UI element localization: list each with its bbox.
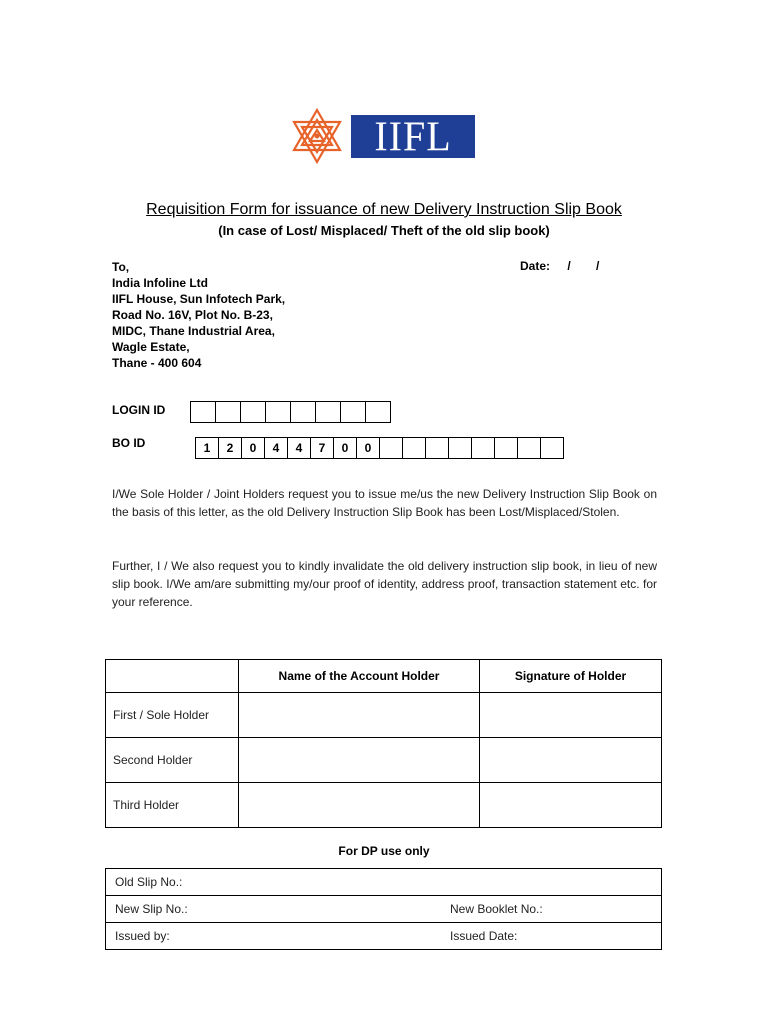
address-line: IIFL House, Sun Infotech Park, bbox=[112, 292, 286, 306]
holder-name-field[interactable] bbox=[239, 738, 480, 783]
address-line: Thane - 400 604 bbox=[112, 356, 202, 370]
bo-id-box[interactable]: 1 bbox=[195, 437, 219, 459]
date-separator: / bbox=[596, 259, 600, 273]
table-header-signature: Signature of Holder bbox=[480, 660, 662, 693]
login-id-box[interactable] bbox=[190, 401, 216, 423]
login-id-box[interactable] bbox=[240, 401, 266, 423]
holders-table bbox=[105, 659, 662, 828]
bo-id-box[interactable] bbox=[379, 437, 403, 459]
logo-text: IIFL bbox=[374, 112, 452, 160]
table-row bbox=[106, 923, 662, 950]
date-field[interactable] bbox=[520, 259, 599, 273]
bo-id-box[interactable] bbox=[471, 437, 495, 459]
address-block bbox=[112, 259, 285, 371]
address-line: MIDC, Thane Industrial Area, bbox=[112, 324, 275, 338]
bo-id-box[interactable]: 0 bbox=[333, 437, 357, 459]
bo-id-box[interactable]: 4 bbox=[264, 437, 288, 459]
form-title: Requisition Form for issuance of new Delivery Instruction Slip Book bbox=[146, 201, 622, 218]
login-id-box[interactable] bbox=[315, 401, 341, 423]
table-header-empty bbox=[106, 660, 239, 693]
bo-id-input[interactable] bbox=[195, 437, 564, 459]
dp-heading: For DP use only bbox=[338, 844, 430, 858]
holder-label: Third Holder bbox=[106, 783, 239, 828]
bo-id-box[interactable] bbox=[540, 437, 564, 459]
old-slip-field[interactable]: Old Slip No.: bbox=[106, 869, 662, 896]
bo-id-label: BO ID bbox=[112, 436, 146, 450]
table-row bbox=[106, 738, 662, 783]
iifl-logo bbox=[351, 112, 475, 160]
table-row bbox=[106, 783, 662, 828]
address-line: To, bbox=[112, 260, 130, 274]
dp-table bbox=[105, 868, 662, 950]
issued-by-field[interactable]: Issued by: bbox=[106, 923, 442, 950]
holder-label: First / Sole Holder bbox=[106, 693, 239, 738]
table-row bbox=[106, 896, 662, 923]
issued-date-field[interactable]: Issued Date: bbox=[441, 923, 662, 950]
table-header-row bbox=[106, 660, 662, 693]
bo-id-box[interactable]: 4 bbox=[287, 437, 311, 459]
holder-name-field[interactable] bbox=[239, 693, 480, 738]
login-id-box[interactable] bbox=[340, 401, 366, 423]
form-subtitle: (In case of Lost/ Misplaced/ Theft of the old slip book) bbox=[218, 223, 550, 238]
bo-id-box[interactable]: 7 bbox=[310, 437, 334, 459]
holder-signature-field[interactable] bbox=[480, 693, 662, 738]
bo-id-box[interactable]: 2 bbox=[218, 437, 242, 459]
table-row bbox=[106, 693, 662, 738]
bo-id-box[interactable]: 0 bbox=[241, 437, 265, 459]
address-line: India Infoline Ltd bbox=[112, 276, 208, 290]
login-id-box[interactable] bbox=[265, 401, 291, 423]
holder-signature-field[interactable] bbox=[480, 738, 662, 783]
holder-name-field[interactable] bbox=[239, 783, 480, 828]
table-header-name: Name of the Account Holder bbox=[239, 660, 480, 693]
request-paragraph: I/We Sole Holder / Joint Holders request you to issue me/us the new Delivery Instruction Slip Book on the basis of this letter, as the old Delivery Instruction Slip Book has been Lost/Misplaced/Stolen. bbox=[112, 487, 657, 519]
table-row bbox=[106, 869, 662, 896]
login-id-box[interactable] bbox=[215, 401, 241, 423]
iifl-logo-icon bbox=[289, 108, 345, 164]
bo-id-box[interactable] bbox=[517, 437, 541, 459]
holder-label: Second Holder bbox=[106, 738, 239, 783]
date-separator: / bbox=[567, 259, 571, 273]
address-line: Wagle Estate, bbox=[112, 340, 190, 354]
date-label: Date: bbox=[520, 259, 551, 273]
bo-id-box[interactable]: 0 bbox=[356, 437, 380, 459]
login-id-input[interactable] bbox=[190, 401, 391, 423]
invalidate-paragraph: Further, I / We also request you to kindly invalidate the old delivery instruction slip book, in lieu of new slip book. I/We am/are submitting my/our proof of identity, address proof, transaction statement etc. for your reference. bbox=[112, 559, 657, 609]
bo-id-box[interactable] bbox=[425, 437, 449, 459]
bo-id-box[interactable] bbox=[402, 437, 426, 459]
address-line: Road No. 16V, Plot No. B-23, bbox=[112, 308, 273, 322]
new-booklet-field[interactable]: New Booklet No.: bbox=[441, 896, 662, 923]
new-slip-field[interactable]: New Slip No.: bbox=[106, 896, 442, 923]
login-id-box[interactable] bbox=[365, 401, 391, 423]
bo-id-box[interactable] bbox=[448, 437, 472, 459]
holder-signature-field[interactable] bbox=[480, 783, 662, 828]
bo-id-box[interactable] bbox=[494, 437, 518, 459]
login-id-label: LOGIN ID bbox=[112, 403, 166, 417]
login-id-box[interactable] bbox=[290, 401, 316, 423]
